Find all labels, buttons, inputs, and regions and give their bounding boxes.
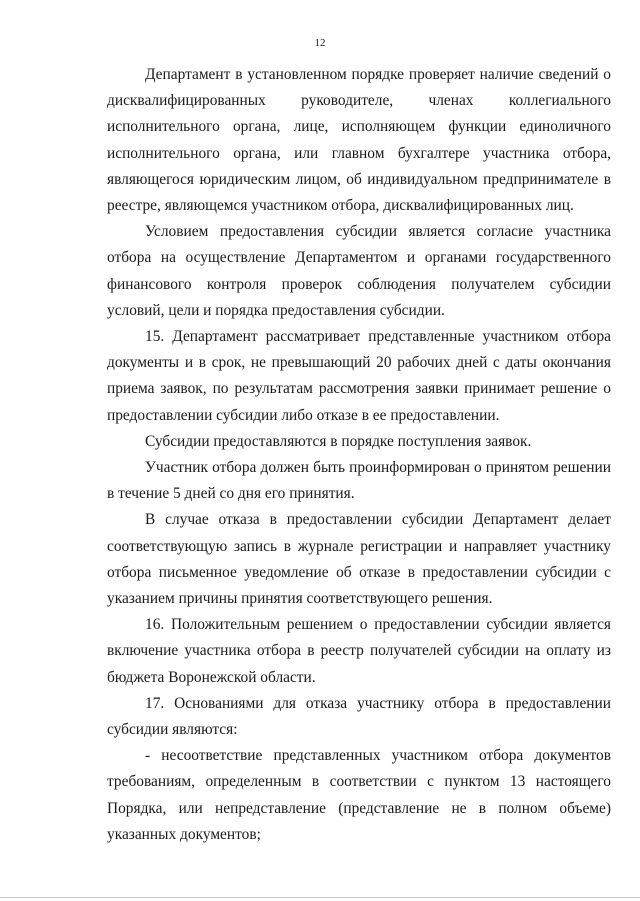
document-body xyxy=(107,62,611,848)
page-number: 12 xyxy=(314,37,326,49)
paragraph-item-17: 17. Основаниями для отказа участнику отбора в предоставлении субсидии являются: xyxy=(107,694,611,739)
paragraph-disqualified-check: Департамент в установленном порядке проверяет наличие сведений о дисквалифицированных руководителе, членах коллегиального исполнительного органа, лице, исполняющем функции единоличного исполнительного органа, или главном бухгалтере участника отбора, являющегося юридическим лицом, об индивидуальном предпринимателе в реестре, являющемся участником отбора, дисквалифицированных лиц. xyxy=(107,66,611,215)
paragraph-item-15: 15. Департамент рассматривает представленные участником отбора документы и в срок, не превышающий 20 рабочих дней с даты окончания приема заявок, по результатам рассмотрения заявки принимает решение о предоставлении субсидии либо отказе в ее предоставлении. xyxy=(107,328,611,424)
paragraph-consent-condition: Условием предоставления субсидии является согласие участника отбора на осуществление Департаментом и органами государственного финансового контроля проверок соблюдения получателем субсидии условий, цели и порядка предоставления субсидии. xyxy=(107,223,611,319)
paragraph-item-16: 16. Положительным решением о предоставлении субсидии является включение участника отбора в реестр получателей субсидии на оплату из бюджета Воронежской области. xyxy=(107,616,611,686)
paragraph-refusal-ground-1: - несоответствие представленных участником отбора документов требованиям, определенным в соответствии с пунктом 13 настоящего Порядка, или непредставление (представление не в полном объеме) указанных документов; xyxy=(107,747,611,843)
paragraph-order-of-receipt: Субсидии предоставляются в порядке поступления заявок. xyxy=(145,432,532,450)
page-bottom-edge xyxy=(0,897,640,898)
paragraph-notification-term: Участник отбора должен быть проинформирован о принятом решении в течение 5 дней со дня его принятия. xyxy=(107,459,611,503)
paragraph-refusal-procedure: В случае отказа в предоставлении субсидии Департамент делает соответствующую запись в журнале регистрации и направляет участнику отбора письменное уведомление об отказе в предоставлении субсидии с указанием причины принятия соответствующего решения. xyxy=(107,511,611,608)
